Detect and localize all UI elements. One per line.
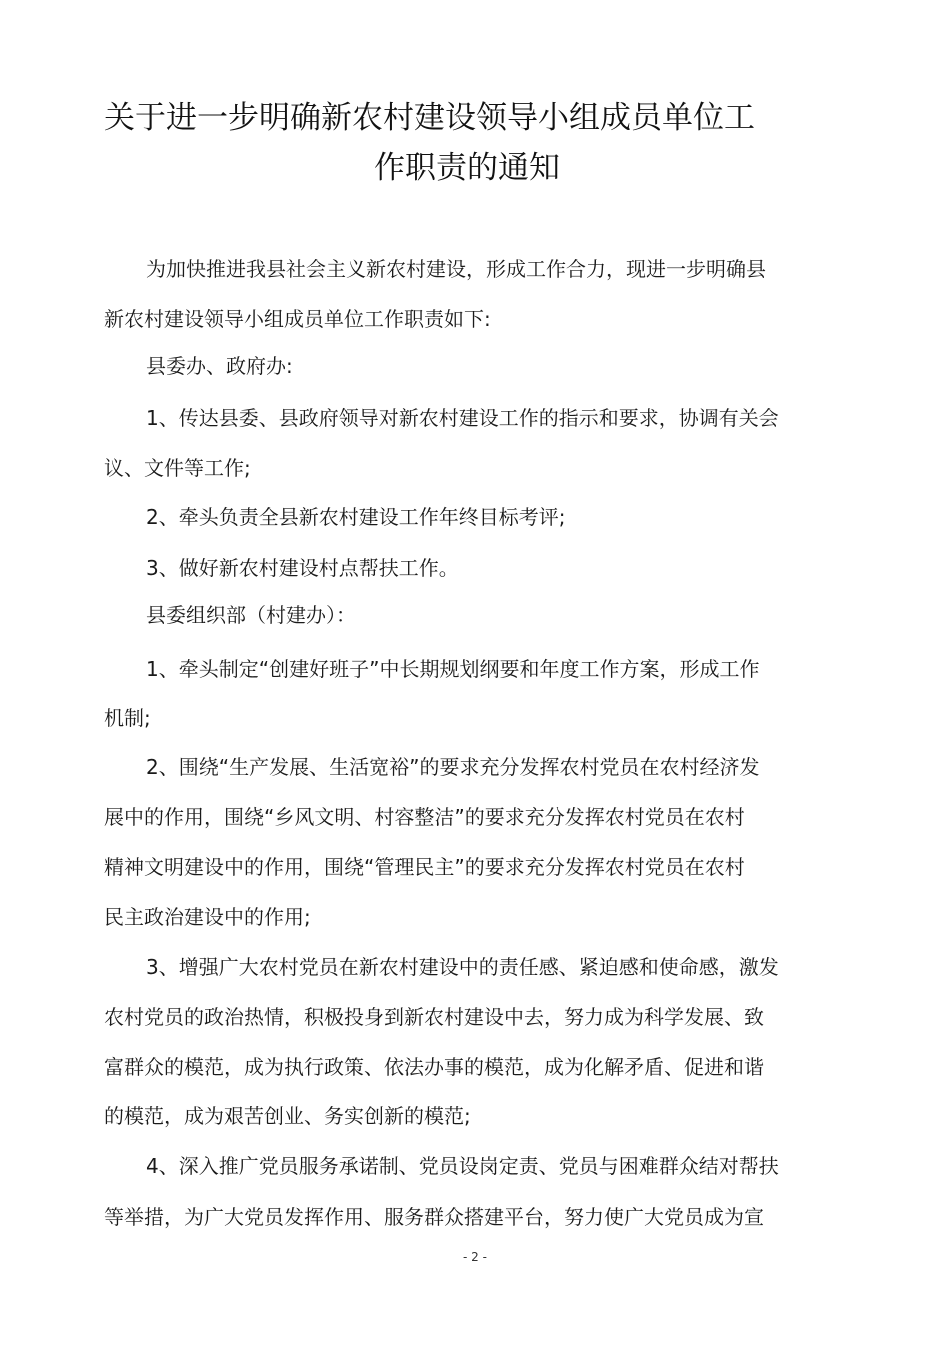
body-line-2: 新农村建设领导小组成员单位工作职责如下: xyxy=(104,307,491,331)
body-line-13: 精神文明建设中的作用，围绕“管理民主”的要求充分发挥农村党员在农村 xyxy=(104,855,745,879)
document-title-line-1: 关于进一步明确新农村建设领导小组成员单位工 xyxy=(104,100,755,136)
body-line-9: 1、牵头制定“创建好班子”中长期规划纲要和年度工作方案，形成工作 xyxy=(146,657,760,681)
body-line-19: 4、深入推广党员服务承诺制、党员设岗定责、党员与困难群众结对帮扶 xyxy=(146,1154,779,1178)
body-line-18: 的模范，成为艰苦创业、务实创新的模范; xyxy=(104,1104,471,1128)
body-line-4: 1、传达县委、县政府领导对新农村建设工作的指示和要求，协调有关会 xyxy=(146,406,779,430)
section-heading-organization-dept: 县委组织部（村建办）： xyxy=(146,603,356,627)
body-line-10: 机制; xyxy=(104,706,151,730)
body-line-14: 民主政治建设中的作用; xyxy=(104,905,311,929)
section-heading-county-office: 县委办、政府办: xyxy=(146,354,293,378)
body-line-7: 3、做好新农村建设村点帮扶工作。 xyxy=(146,556,459,580)
body-line-16: 农村党员的政治热情，积极投身到新农村建设中去，努力成为科学发展、致 xyxy=(104,1005,764,1029)
page-number: - 2 - xyxy=(463,1250,487,1264)
body-line-5: 议、文件等工作; xyxy=(104,456,251,480)
body-line-20: 等举措，为广大党员发挥作用、服务群众搭建平台，努力使广大党员成为宣 xyxy=(104,1205,764,1229)
document-title-line-2: 作职责的通知 xyxy=(374,150,560,186)
body-line-1: 为加快推进我县社会主义新农村建设，形成工作合力，现进一步明确县 xyxy=(146,257,766,281)
body-line-15: 3、增强广大农村党员在新农村建设中的责任感、紧迫感和使命感，激发 xyxy=(146,955,779,979)
body-line-11: 2、围绕“生产发展、生活宽裕”的要求充分发挥农村党员在农村经济发 xyxy=(146,755,760,779)
body-line-6: 2、牵头负责全县新农村建设工作年终目标考评; xyxy=(146,505,566,529)
body-line-17: 富群众的模范，成为执行政策、依法办事的模范，成为化解矛盾、促进和谐 xyxy=(104,1055,764,1079)
body-line-12: 展中的作用，围绕“乡风文明、村容整洁”的要求充分发挥农村党员在农村 xyxy=(104,805,745,829)
